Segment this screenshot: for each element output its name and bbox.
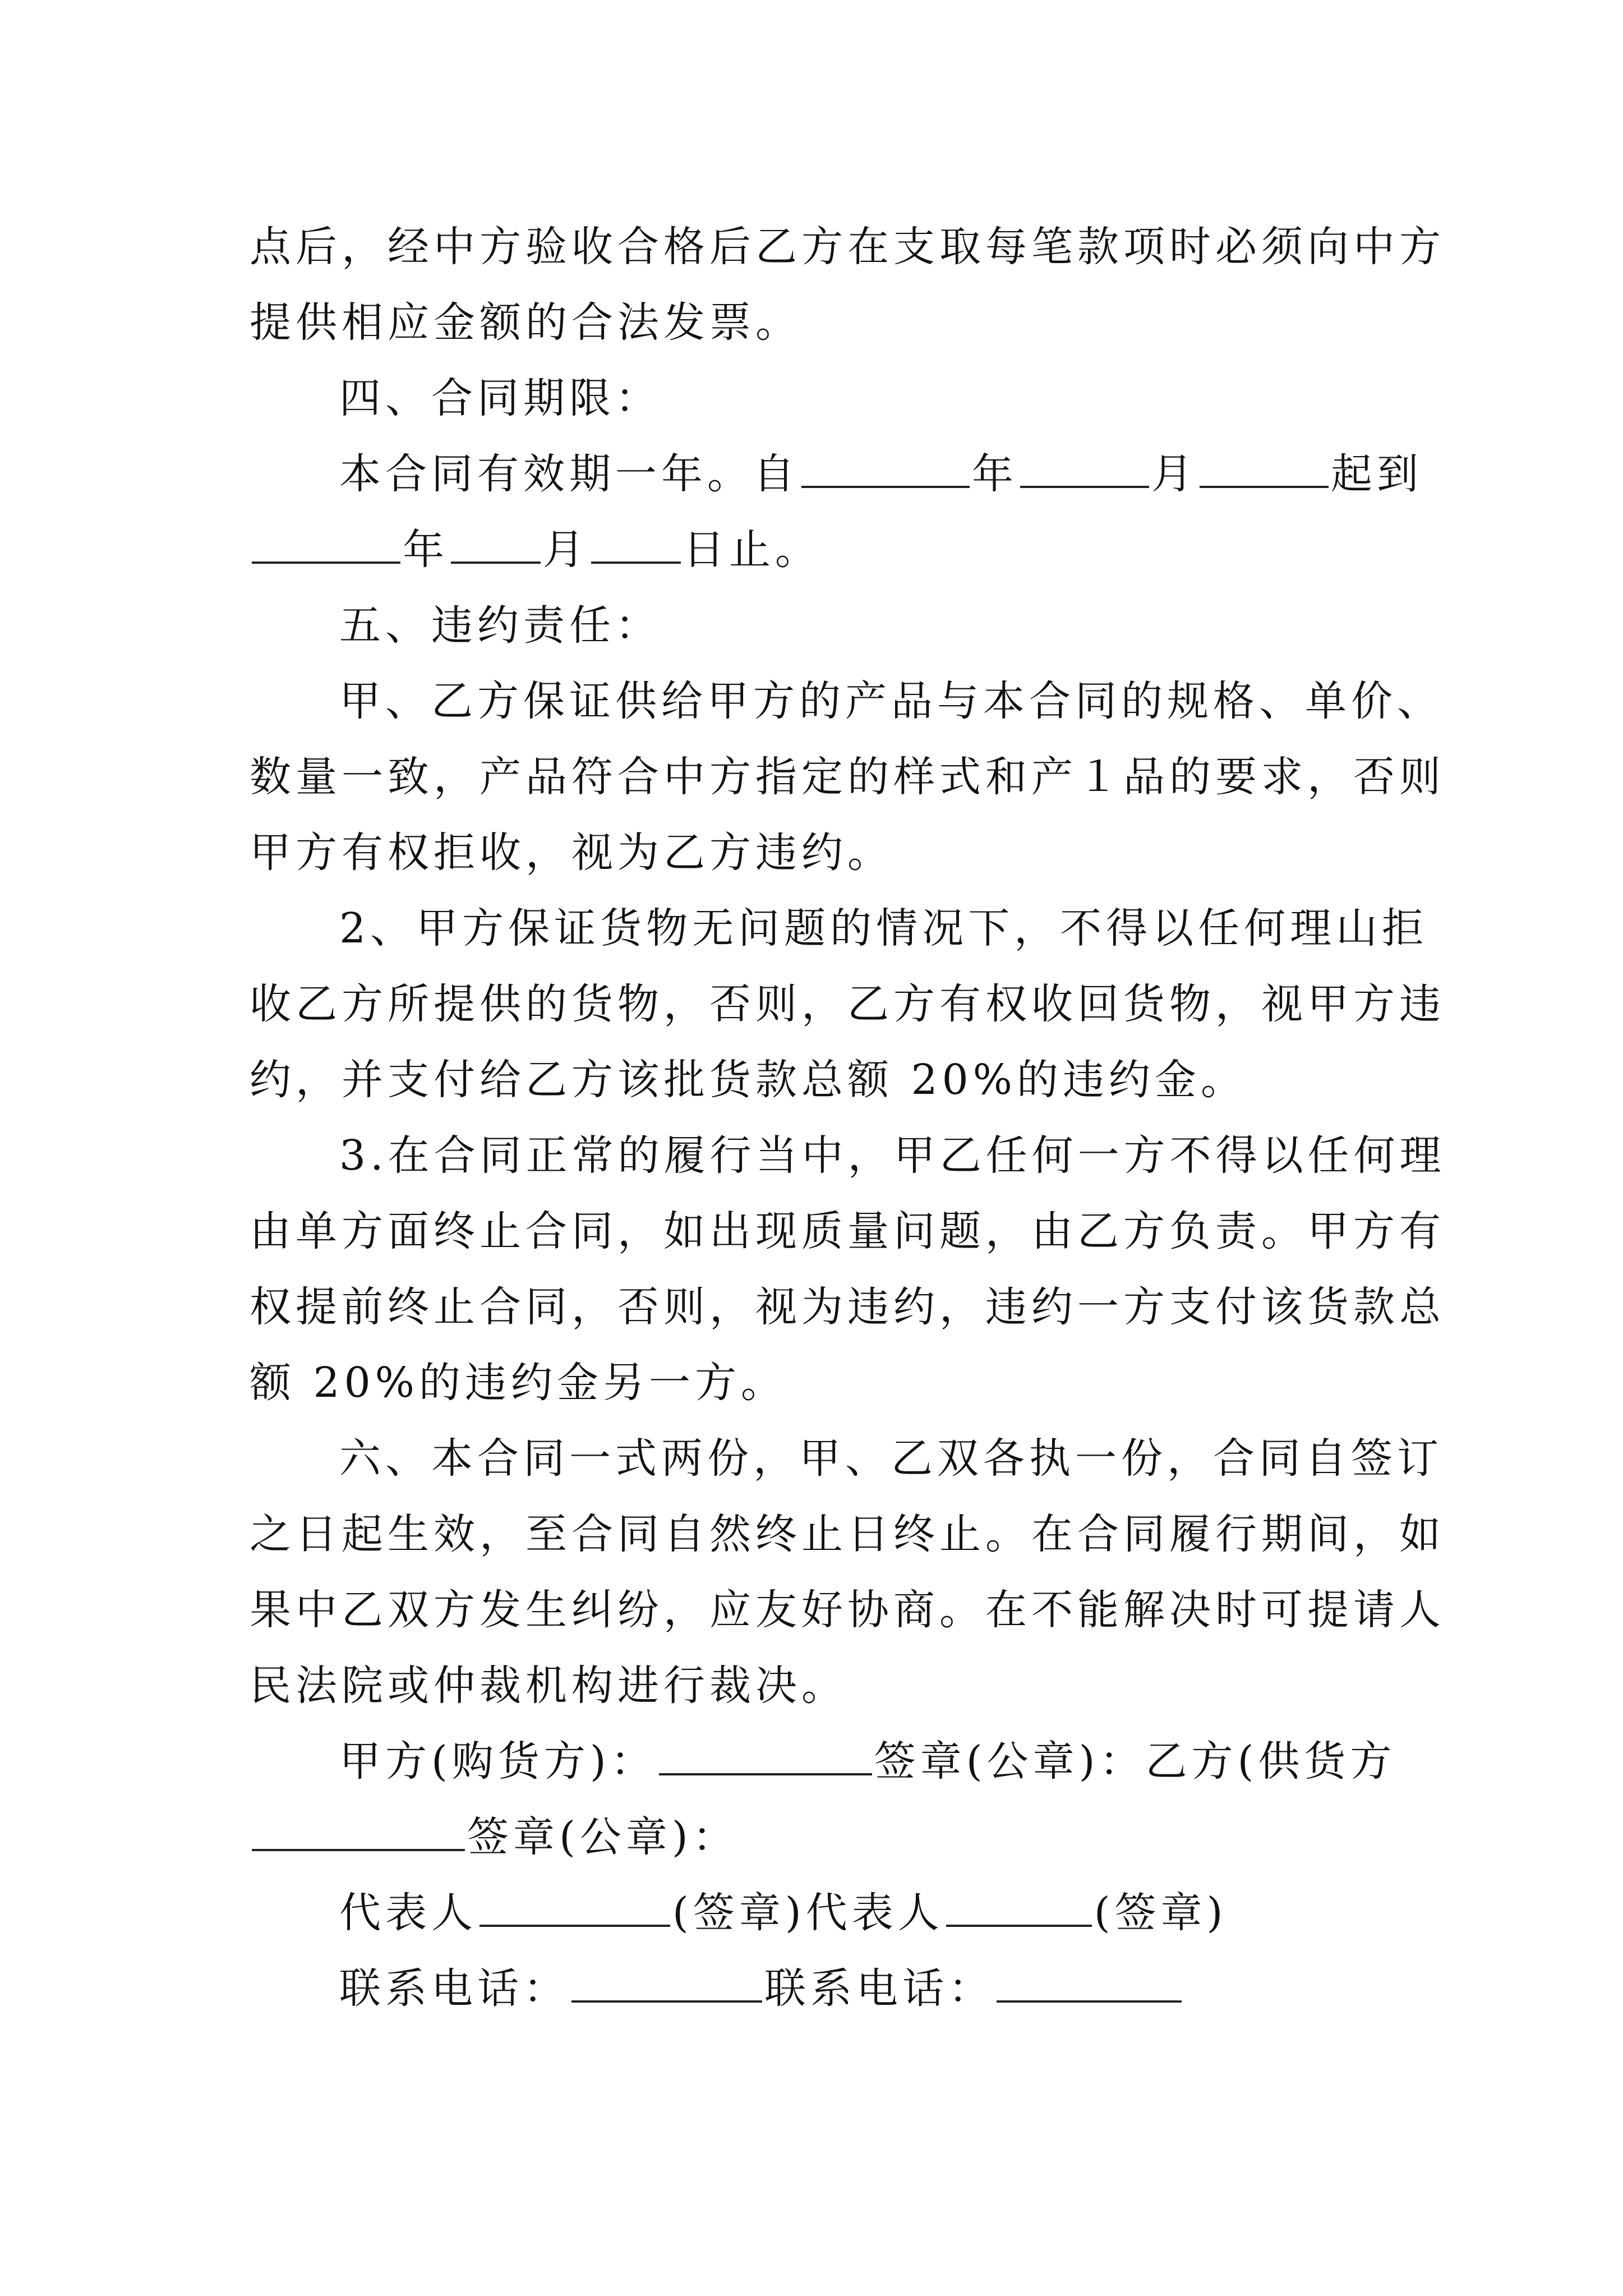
- text-line-13: 3.在合同正常的履行当中，甲乙任何一方不得以任何理: [339, 1131, 1446, 1180]
- signature-line-party-b: [250, 1809, 739, 1865]
- month-label-1: 月: [1151, 450, 1197, 498]
- term-line-2: [250, 522, 821, 578]
- party-a-blank: [659, 1734, 872, 1775]
- start-month-blank: [1020, 447, 1149, 488]
- term-text-start: 本合同有效期一年。自: [339, 450, 799, 498]
- section-heading-liability: 五、违约责任：: [339, 601, 661, 650]
- end-month-blank: [451, 522, 541, 564]
- text-line-18: 之日起生效，至合同自然终止日终止。在合同履行期间，如: [250, 1510, 1445, 1558]
- text-line-15: 权提前终止合同，否则，视为违约，违约一方支付该货款总: [250, 1283, 1445, 1331]
- phone-label-a: 联系电话：: [339, 1964, 569, 2013]
- text-line-9: 甲方有权拒收，视为乙方违约。: [250, 829, 893, 877]
- text-line-19: 果中乙双方发生纠纷，应友好协商。在不能解决时可提请人: [250, 1586, 1445, 1634]
- text-line-8: 数量一致，产品符合中方指定的样式和产１品的要求，否则: [250, 753, 1445, 801]
- signature-line-party-a: [339, 1733, 1396, 1789]
- year-label-1: 年: [972, 450, 1018, 498]
- text-line-14: 由单方面终止合同，如出现质量问题，由乙方负责。甲方有: [250, 1207, 1445, 1255]
- month-label-2: 月: [543, 526, 589, 574]
- term-line-1: [339, 446, 1423, 502]
- party-a-seal-label: 签章(公章)：乙方(供货方: [874, 1737, 1396, 1786]
- start-year-blank: [801, 447, 970, 488]
- phone-a-blank: [571, 1961, 762, 2003]
- representative-a-blank: [479, 1885, 670, 1927]
- party-b-seal-label: 签章(公章)：: [467, 1813, 739, 1861]
- representative-label-b: (签章)代表人: [672, 1889, 944, 1937]
- section-heading-term: 四、合同期限：: [339, 374, 661, 422]
- representative-b-blank: [946, 1885, 1092, 1927]
- text-line-16: 额 20%的违约金另一方。: [250, 1359, 787, 1407]
- text-line-20: 民法院或仲裁机构进行裁决。: [250, 1662, 847, 1710]
- end-year-blank: [252, 522, 400, 564]
- text-line-10: 2、甲方保证货物无问题的情况下，不得以任何理山拒: [339, 904, 1428, 953]
- phone-b-blank: [997, 1961, 1182, 2003]
- contact-line: [339, 1961, 1184, 2017]
- year-label-2: 年: [403, 526, 449, 574]
- party-a-label: 甲方(购货方)：: [339, 1737, 657, 1786]
- text-line-2: 提供相应金额的合法发票。: [250, 298, 801, 347]
- party-b-blank: [252, 1810, 465, 1851]
- text-line-12: 约，并支付给乙方该批货款总额 20%的违约金。: [250, 1056, 1247, 1104]
- phone-label-b: 联系电话：: [764, 1964, 994, 2013]
- text-line-17: 六、本合同一式两份，甲、乙双各执一份，合同自签订: [339, 1434, 1443, 1483]
- representative-line: [339, 1885, 1228, 1941]
- representative-sign-label: (签章): [1094, 1889, 1228, 1937]
- end-day-blank: [591, 522, 681, 564]
- until-label: 起到: [1331, 450, 1423, 498]
- day-label-end: 日止。: [683, 526, 821, 574]
- representative-label-a: 代表人: [339, 1889, 477, 1937]
- text-line-11: 收乙方所提供的货物，否则，乙方有权收回货物，视甲方违: [250, 980, 1445, 1028]
- start-day-blank: [1200, 447, 1329, 488]
- text-line-7: 甲、乙方保证供给甲方的产品与本合同的规格、单价、: [339, 677, 1443, 725]
- text-line-1: 点后，经中方验收合格后乙方在支取每笔款项时必须向中方: [250, 223, 1445, 271]
